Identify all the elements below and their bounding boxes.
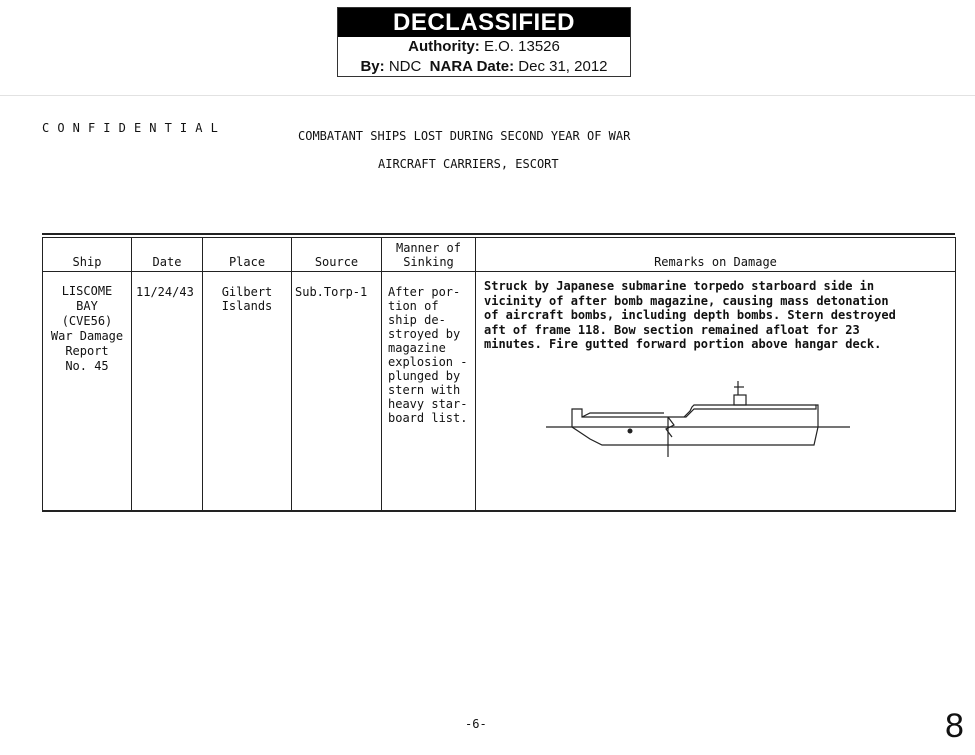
table-header-row bbox=[43, 238, 956, 272]
manner-line: tion of bbox=[388, 299, 439, 313]
remarks-line: aft of frame 118. Bow section remained afloat for 23 bbox=[484, 322, 860, 337]
island-superstructure bbox=[734, 395, 746, 405]
stamp-authority-label: Authority: bbox=[408, 38, 480, 55]
document-title: COMBATANT SHIPS LOST DURING SECOND YEAR OF WAR bbox=[298, 129, 631, 143]
stamp-by-line bbox=[338, 57, 630, 77]
remarks-line: Struck by Japanese submarine torpedo starboard side in bbox=[484, 279, 875, 293]
manner-line: stroyed by bbox=[388, 327, 461, 341]
cell-manner bbox=[382, 272, 476, 512]
ship-line: (CVE56) bbox=[61, 314, 113, 328]
manner-line: board list. bbox=[388, 411, 468, 425]
remarks-line: minutes. Fire gutted forward portion above hangar deck. bbox=[484, 337, 882, 351]
document-subtitle: AIRCRAFT CARRIERS, ESCORT bbox=[378, 157, 559, 171]
stern-section bbox=[582, 413, 664, 417]
header-manner-line: Manner of bbox=[395, 241, 462, 255]
hull-outline bbox=[572, 405, 818, 445]
header-place: Place bbox=[203, 238, 292, 272]
manner-line: plunged by bbox=[388, 369, 461, 383]
manner-line: explosion - bbox=[388, 355, 468, 369]
scan-edge-divider bbox=[0, 95, 975, 96]
page-number: 8 bbox=[945, 707, 964, 745]
stamp-by-value: NDC bbox=[388, 58, 422, 75]
ship-loss-table bbox=[42, 237, 956, 512]
ship-line: Report bbox=[65, 344, 109, 358]
ship-line: LISCOME bbox=[61, 284, 113, 298]
stamp-date-value: Dec 31, 2012 bbox=[518, 58, 608, 75]
remarks-line: of aircraft bombs, including depth bombs. Stern destroyed bbox=[484, 308, 896, 322]
ship-line: BAY bbox=[76, 299, 98, 313]
ship-line: War Damage bbox=[50, 329, 124, 343]
damage-marker bbox=[628, 429, 633, 434]
table-row bbox=[43, 272, 956, 512]
header-source: Source bbox=[292, 238, 382, 272]
stamp-authority-line bbox=[338, 37, 630, 57]
stamp-date-label: NARA Date: bbox=[429, 58, 515, 75]
flight-deck bbox=[684, 405, 816, 417]
remarks-line: vicinity of after bomb magazine, causing mass detonation bbox=[484, 293, 889, 308]
stamp-by-label: By: bbox=[360, 58, 385, 75]
manner-line: stern with bbox=[388, 383, 461, 397]
cell-ship bbox=[43, 272, 132, 512]
cell-remarks bbox=[476, 272, 956, 512]
manner-line: ship de- bbox=[388, 313, 446, 327]
classification-marking: CONFIDENTIAL bbox=[42, 121, 226, 135]
remarks-text bbox=[484, 279, 946, 352]
table-top-rule bbox=[42, 233, 955, 235]
ship-line: No. 45 bbox=[65, 359, 109, 373]
manner-line: magazine bbox=[388, 341, 446, 355]
manner-line: After por- bbox=[388, 285, 461, 299]
cell-place bbox=[203, 272, 292, 512]
declassified-stamp bbox=[337, 7, 631, 77]
cell-date: 11/24/43 bbox=[132, 272, 203, 512]
header-date: Date bbox=[132, 238, 203, 272]
header-remarks: Remarks on Damage bbox=[476, 238, 956, 272]
place-line: Gilbert bbox=[221, 285, 273, 299]
manner-line: heavy star- bbox=[388, 397, 468, 411]
header-manner bbox=[382, 238, 476, 272]
stamp-authority-value: E.O. 13526 bbox=[483, 38, 560, 55]
header-manner-line: Sinking bbox=[403, 255, 454, 269]
page-marker: -6- bbox=[465, 717, 487, 731]
place-line: Islands bbox=[221, 299, 273, 313]
stamp-heading: DECLASSIFIED bbox=[338, 8, 630, 37]
header-ship: Ship bbox=[43, 238, 132, 272]
ship-damage-diagram bbox=[544, 381, 854, 471]
cell-source: Sub.Torp-1 bbox=[292, 272, 382, 512]
